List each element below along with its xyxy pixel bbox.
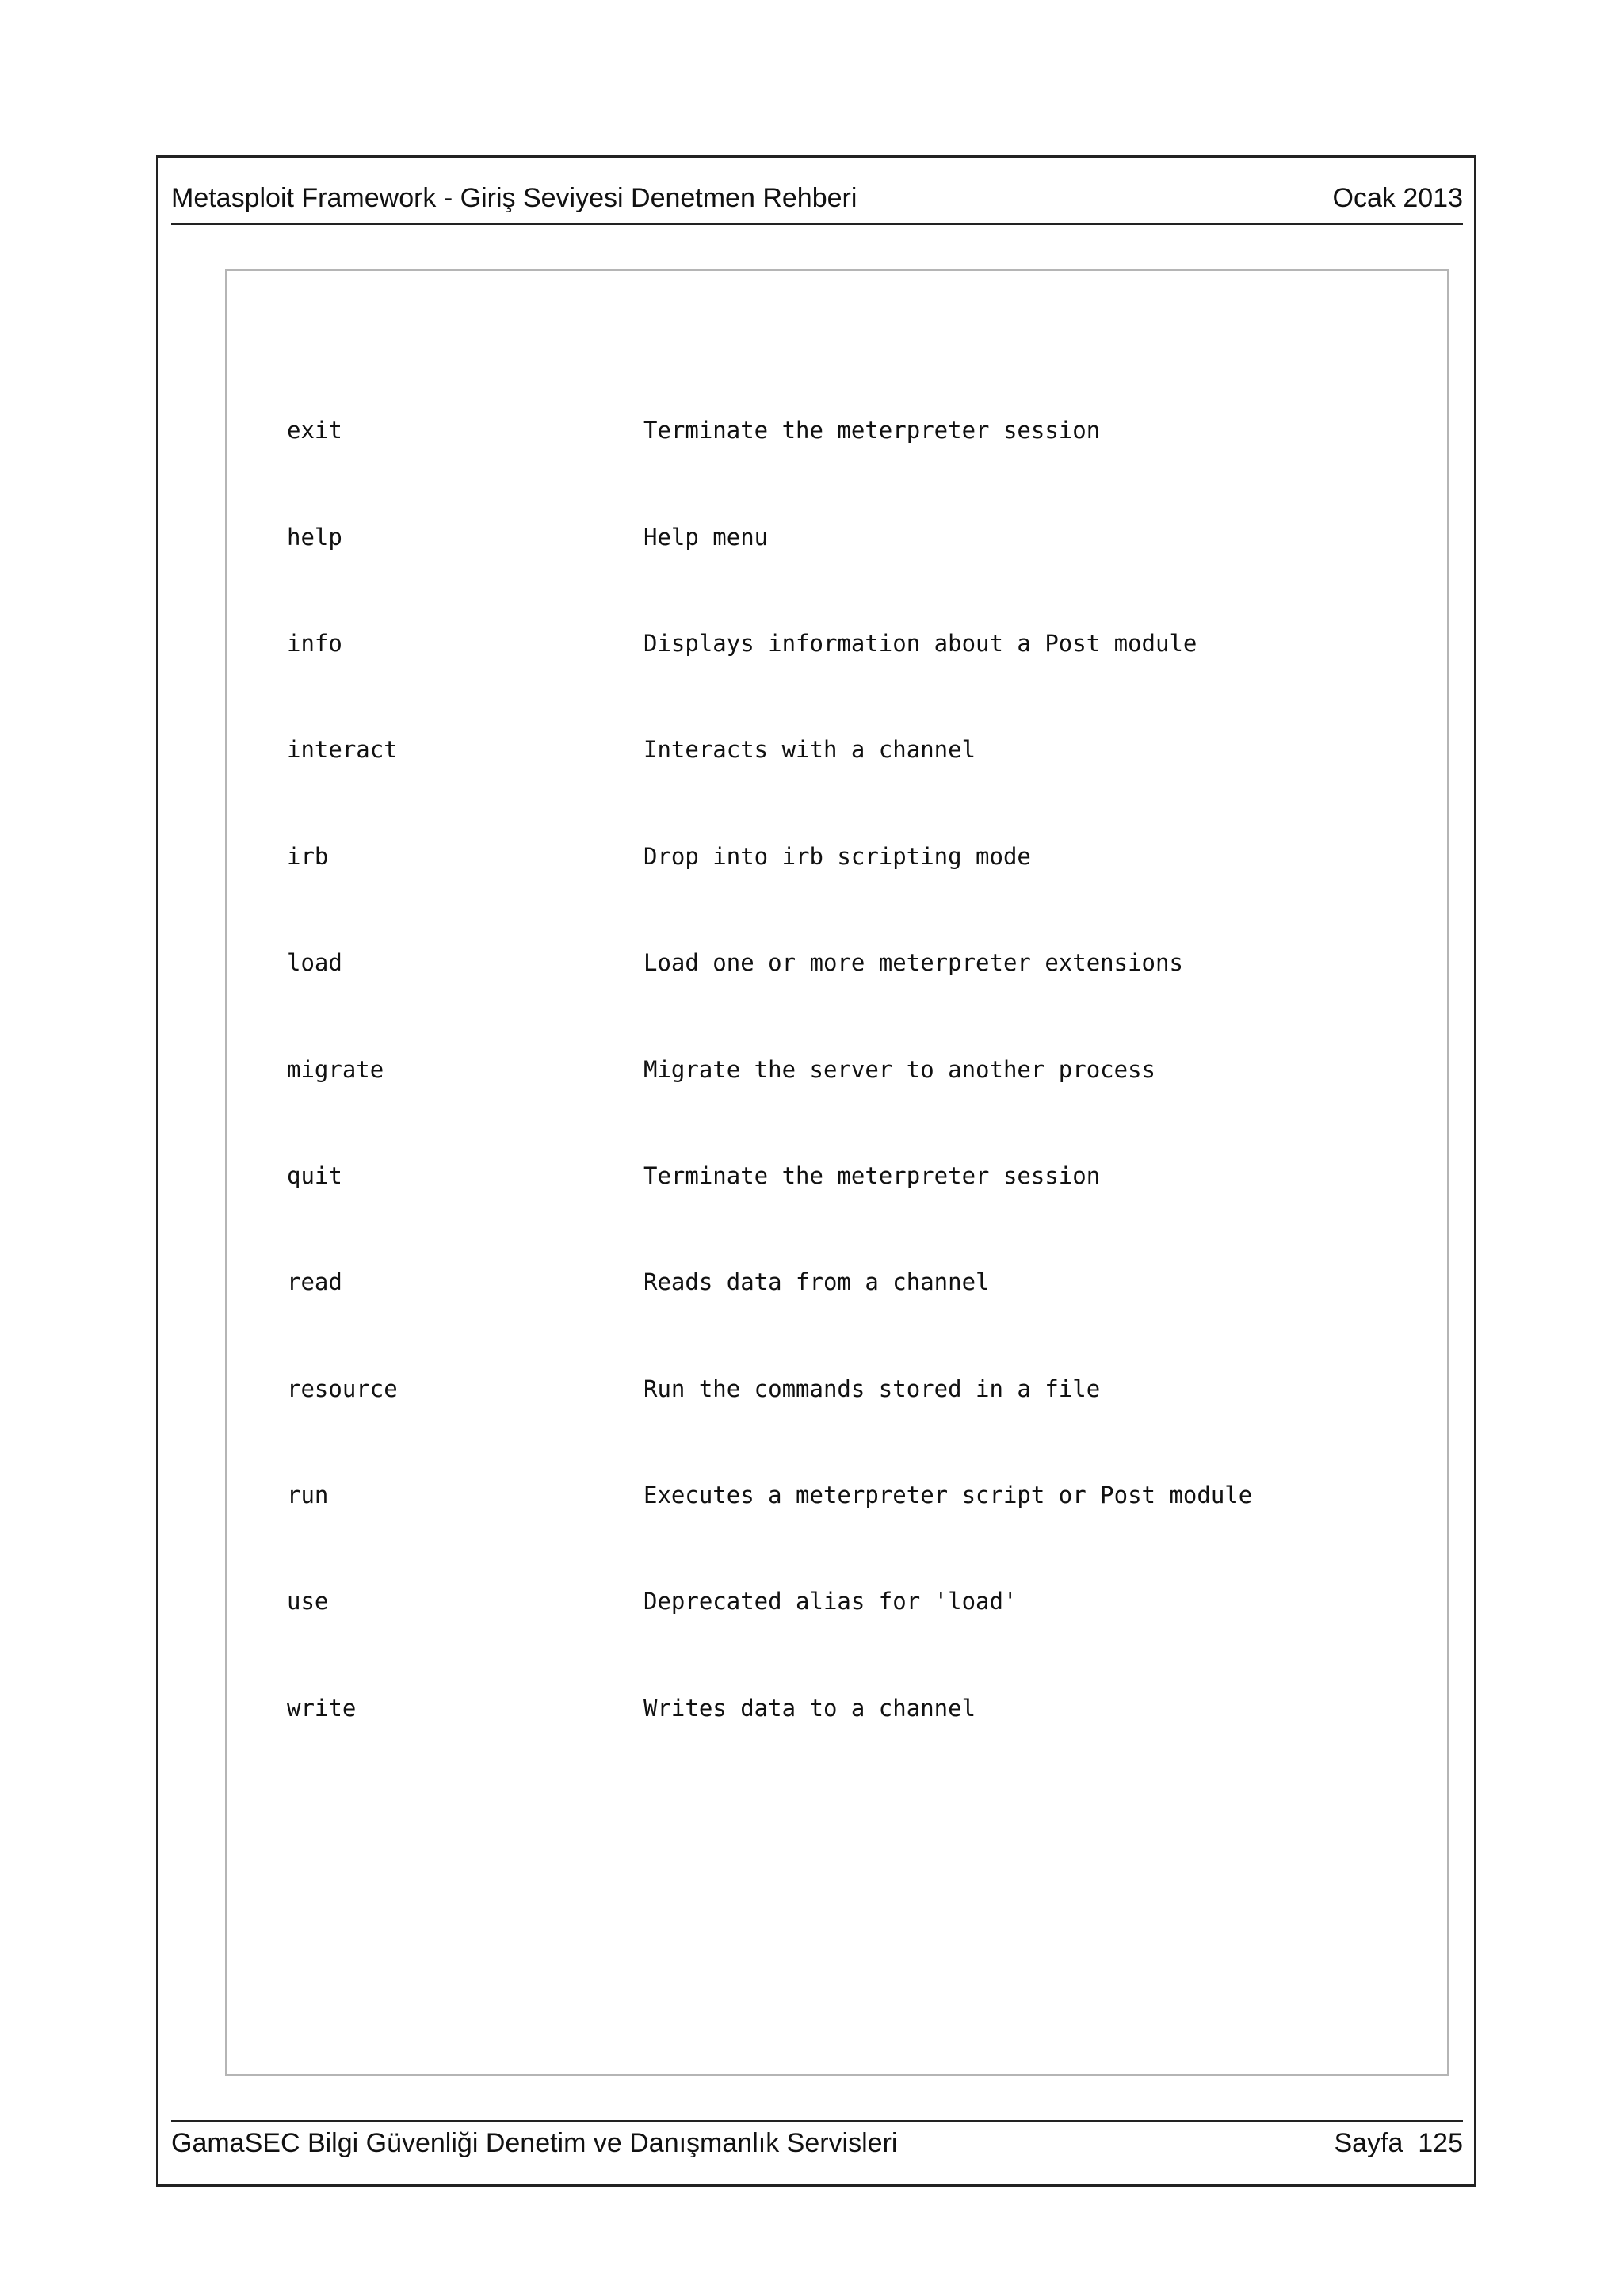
command-description: Interacts with a channel [643,736,976,764]
command-name: resource [287,1375,398,1402]
page-footer [171,2120,1463,2164]
command-name: info [287,629,342,657]
blank-line [231,1833,1252,1868]
command-description: Deprecated alias for 'load' [643,1588,1018,1615]
core-command-row [231,1478,1252,1513]
core-command-row [231,839,1252,875]
command-description: Help menu [643,523,769,551]
command-description: Terminate the meterpreter session [643,1161,1101,1189]
core-command-row [231,413,1252,448]
command-name: use [287,1588,329,1615]
command-name: migrate [287,1055,384,1083]
command-description: Reads data from a channel [643,1268,990,1296]
page-header [171,177,1463,225]
command-name: help [287,523,342,551]
code-listing-box [225,269,1449,2076]
command-name: read [287,1268,342,1296]
command-name: exit [287,417,342,444]
command-description: Run the commands stored in a file [643,1375,1101,1402]
command-name: write [287,1694,357,1722]
core-command-row [231,1264,1252,1300]
footer-company: GamaSEC Bilgi Güvenliği Denetim ve Danışmanlık Servisleri [171,2128,898,2158]
document-title: Metasploit Framework - Giriş Seviyesi Denetmen Rehberi [171,183,857,213]
core-command-row [231,1052,1252,1088]
code-listing [231,271,1252,2076]
core-command-row [231,520,1252,555]
command-description: Terminate the meterpreter session [643,417,1101,444]
page-number: Sayfa 125 [1334,2128,1463,2158]
command-name: quit [287,1161,342,1189]
command-description: Writes data to a channel [643,1694,976,1722]
core-command-row [231,1158,1252,1194]
core-command-row [231,1691,1252,1726]
core-command-row [231,1371,1252,1407]
command-name: irb [287,842,329,870]
command-name: run [287,1482,329,1509]
blank-line [231,1939,1252,1974]
command-description: Executes a meterpreter script or Post module [643,1482,1253,1509]
core-command-row [231,1584,1252,1619]
command-name: load [287,949,342,977]
core-command-row [231,732,1252,768]
document-date: Ocak 2013 [1332,183,1463,213]
core-command-row [231,626,1252,662]
command-description: Migrate the server to another process [643,1055,1156,1083]
command-description: Displays information about a Post module [643,629,1197,657]
command-description: Load one or more meterpreter extensions [643,949,1183,977]
core-command-row [231,945,1252,981]
command-description: Drop into irb scripting mode [643,842,1031,870]
command-name: interact [287,736,398,764]
